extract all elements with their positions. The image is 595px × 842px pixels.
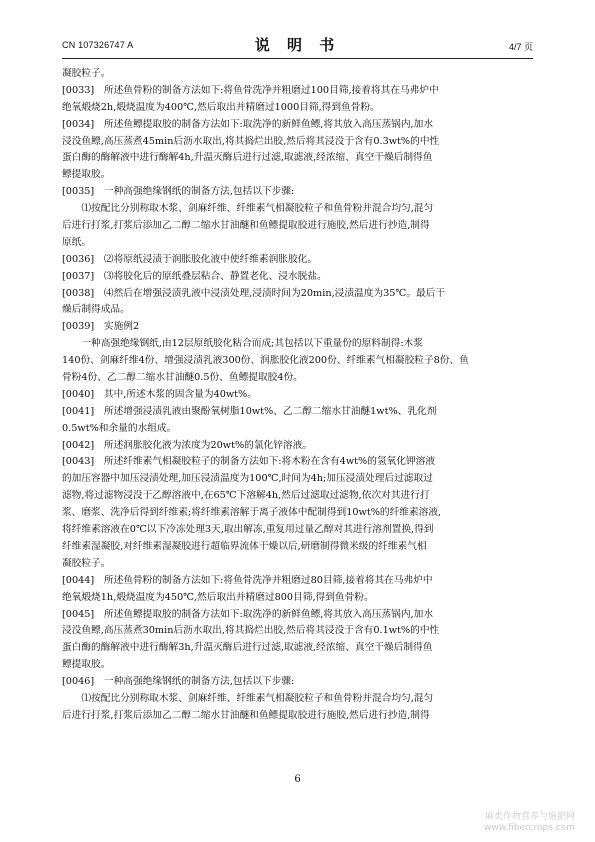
document-body [62,66,533,725]
text-line: [0034] 所述鱼鳔提取胶的制备方法如下:取洗净的新鲜鱼鳔,将其放入高压蒸锅内,加水 [62,118,434,130]
text-line: 滤物,将过滤物浸没于乙醇溶液中,在65℃下溶解4h,然后过滤取过滤物,依次对其进行打 [62,490,430,502]
publication-number: CN 107326747 A [62,40,134,50]
page-header [62,34,533,54]
text-line: [0035] 一种高强绝缘钢纸的制备方法,包括以下步骤: [62,186,295,198]
text-line: 绝氧煅烧2h,煅烧温度为400℃,然后取出并精磨过1000目筛,得到鱼骨粉。 [62,101,380,113]
text-line: 140份、剑麻纤维4份、增强浸渍乳液300份、润胀胶化液200份、纤维素气相凝胶粒子8份、鱼 [62,355,469,367]
text-line: [0045] 所述鱼鳔提取胶的制备方法如下:取洗净的新鲜鱼鳔,将其放入高压蒸锅内,加水 [62,608,434,620]
text-line: 凝胶粒子。 [62,557,111,569]
text-line: 的加压容器中加压浸渍处理,加压浸渍温度为100℃,时间为4h;加压浸渍处理后过滤取过 [62,473,433,485]
text-line: [0039] 实施例2 [62,321,140,333]
text-line: ⑴按配比分别称取木浆、剑麻纤维、纤维素气相凝胶粒子和鱼骨粉并混合均匀,混匀 [62,203,434,215]
text-line: [0046] 一种高强绝缘钢纸的制备方法,包括以下步骤: [62,676,295,688]
text-line: 凝胶粒子。 [62,68,111,79]
text-line: [0044] 所述鱼骨粉的制备方法如下:将鱼骨洗净并粗磨过80目筛,接着将其在马弗炉中 [62,574,433,586]
text-line: 浸没鱼鳔,高压蒸煮45min后沥水取出,将其捣烂出胶,然后将其浸没于含有0.3wt%的中性 [62,135,440,147]
text-line: 原纸。 [62,236,92,248]
text-line: 骨粉4份、乙二醇二缩水甘油醚0.5份、鱼鳔提取胶4份。 [62,372,303,384]
text-line: [0037] ⑶将胶化后的原纸叠层粘合、静置老化、浸水脱盐。 [62,270,327,282]
text-line: 蛋白酶的酶解液中进行酶解4h,升温灭酶后进行过滤,取滤液,经浓缩、真空干燥后制得鱼 [62,152,433,164]
text-line: [0042] 所述润胀胶化液为浓度为20wt%的氯化锌溶液。 [62,439,312,451]
text-line: [0036] ⑵将原纸浸渍于润胀胶化液中使纤维素润胀胶化。 [62,253,318,265]
text-line: 浸没鱼鳔,高压蒸煮30min后沥水取出,将其捣烂出胶,然后将其浸没于含有0.1wt%的中性 [62,625,440,637]
text-line: 0.5wt%和余量的水组成。 [62,422,177,434]
document-title: 说 明 书 [254,36,341,54]
page-number: 6 [294,774,301,785]
text-line: [0043] 所述纤维素气相凝胶粒子的制备方法如下:将木粉在含有4wt%的氢氧化钾溶液 [62,456,436,468]
text-line: 浆、磨浆、洗净后得到纤维素;将纤维素溶解于离子液体中配制得到10wt%的纤维素溶液, [62,507,442,519]
text-line: 后进行打浆,打浆后添加乙二醇二缩水甘油醚和鱼鳔提取胶进行施胶,然后进行抄造,制得 [62,709,430,721]
header-divider [62,58,533,59]
text-line: ⑴按配比分别称取木浆、剑麻纤维、纤维素气相凝胶粒子和鱼骨粉并混合均匀,混匀 [62,692,434,704]
text-line: 一种高强绝缘钢纸,由12层原纸胶化粘合而成;其包括以下重量份的原料制得:木浆 [62,338,423,350]
text-line: 燥后制得成品。 [62,304,130,316]
text-line: 后进行打浆,打浆后添加乙二醇二缩水甘油醚和鱼鳔提取胶进行施胶,然后进行抄造,制得 [62,220,430,232]
text-line: 绝氧煅烧1h,煅烧温度为450℃,然后取出并精磨过800目筛,得到鱼骨粉。 [62,591,374,603]
watermark-text: 麻类作物营养与施肥网 www.fibercrops.com [484,812,575,833]
text-line: [0038] ⑷然后在增强浸渍乳液中浸渍处理,浸渍时间为20min,浸渍温度为35℃。最后干 [62,287,446,299]
text-line: [0041] 所述增强浸渍乳液由聚酚氧树脂10wt%、乙二醇二缩水甘油醚1wt%、乳化剂 [62,405,437,417]
text-line: [0033] 所述鱼骨粉的制备方法如下:将鱼骨洗净并粗磨过100目筛,接着将其在马弗炉中 [62,84,439,96]
text-line: [0040] 其中,所述木浆的固含量为40wt%。 [62,388,257,400]
text-line: 蛋白酶的酶解液中进行酶解3h,升温灭酶后进行过滤,取滤液,经浓缩、真空干燥后制得鱼 [62,642,433,654]
text-line: 鳔提取胶。 [62,169,111,181]
text-line: 纤维素湿凝胶,对纤维素湿凝胶进行超临界流体干燥以后,研磨制得微米级的纤维素气相 [62,540,427,552]
page-counter: 4/7 页 [508,42,533,52]
text-line: 鳔提取胶。 [62,659,111,671]
text-line: 将纤维素溶液在0℃以下冷冻处理3天,取出解冻,重复用过量乙醇对其进行溶剂置换,得到 [62,524,434,536]
site-watermark [484,812,575,834]
